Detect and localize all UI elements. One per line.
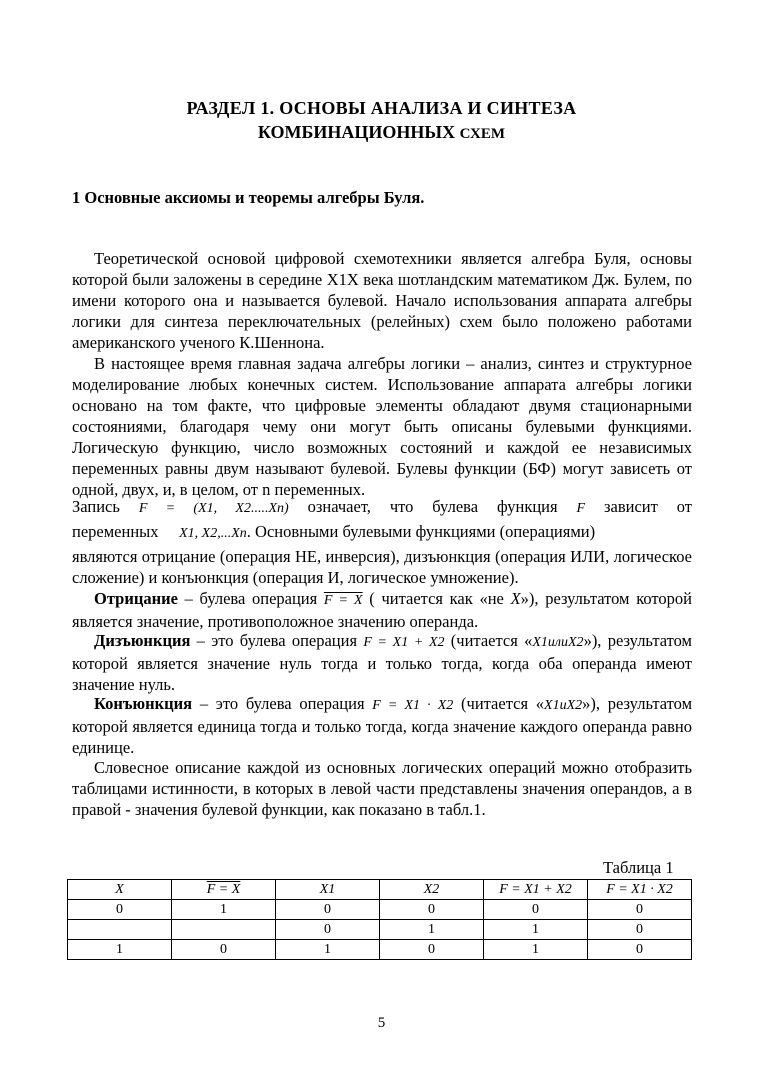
term-disjunction: Дизъюнкция: [94, 631, 191, 650]
paragraph-operations: являются отрицание (операция НЕ, инверсия), дизъюнкция (операция ИЛИ, логическое сложение) и конъюнкция (операция И, логическое умножение).: [72, 547, 692, 587]
formula-variables: X1, X2,...Xn: [179, 526, 247, 541]
table-cell: 1: [68, 940, 172, 960]
header-not-x: F = X: [172, 880, 276, 900]
disjunction-text-c: »),: [583, 631, 602, 650]
table-row: [68, 940, 692, 960]
section-title-line2: [0, 120, 763, 146]
disjunction-text-b: (читается «: [444, 631, 533, 650]
conjunction-text-a: – это булева операция: [192, 694, 373, 713]
table-cell: 0: [588, 920, 692, 940]
table-cell: [68, 920, 172, 940]
section-title-main: КОМБИНАЦИОННЫХ: [257, 122, 456, 142]
table-cell: 1: [172, 900, 276, 920]
text-depends: зависит от: [604, 497, 692, 516]
formula-line-a: [72, 496, 692, 519]
table-cell: 1: [484, 940, 588, 960]
conjunction-text-c: »),: [582, 694, 600, 713]
negation-text-c: »), результатом: [520, 589, 630, 608]
formula-conjunction: F = X1 · X2: [372, 698, 454, 713]
table-cell: 0: [588, 940, 692, 960]
disjunction-reading: X1илиX2: [532, 635, 584, 650]
text-means: означает, что булева функция: [307, 497, 558, 516]
header-x1: X1: [276, 880, 380, 900]
conjunction-rest: результатом которой является единица тогда и только тогда, когда значение каждого операнда равно единице.: [72, 694, 693, 757]
term-negation: Отрицание: [94, 589, 178, 608]
formula-function-args: F = (X1, X2.....Xn): [138, 501, 289, 516]
paragraph-conjunction: [72, 693, 692, 758]
table-cell: 0: [172, 940, 276, 960]
table-row: [68, 900, 692, 920]
paragraph-negation: [72, 588, 692, 632]
negation-text-a: – булева операция: [177, 589, 324, 608]
paragraph-disjunction: [72, 630, 692, 695]
text-variables: переменных: [72, 522, 159, 541]
table-cell: 0: [276, 920, 380, 940]
header-and: F = X1 · X2: [588, 880, 692, 900]
table-header-row: [68, 880, 692, 900]
conjunction-text-b: (читается «: [453, 694, 545, 713]
table-cell: 1: [276, 940, 380, 960]
formula-disjunction: F = X1 + X2: [363, 635, 445, 650]
table-row: [68, 920, 692, 940]
table-cell: 0: [380, 900, 484, 920]
header-or: F = X1 + X2: [484, 880, 588, 900]
table-cell: 0: [68, 900, 172, 920]
disjunction-text-a: – это булева операция: [190, 631, 364, 650]
header-x: X: [68, 880, 172, 900]
negation-var: X: [510, 589, 521, 608]
formula-line-b: [72, 521, 692, 544]
truth-table: [67, 879, 692, 960]
section-title-line1: РАЗДЕЛ 1. ОСНОВЫ АНАЛИЗА И СИНТЕЗА: [186, 98, 577, 118]
formula-f: F: [576, 501, 586, 516]
formula-negation: F = X: [323, 593, 363, 608]
paragraph-main: В настоящее время главная задача алгебры логики – анализ, синтез и структурное моделирование любых конечных систем. Использование аппарата алгебры логики основано на том факте, что цифровые элементы обладают двумя стационарными состояниями, благодаря чему они могут быть описаны булевыми функциями. Логическую функцию, число возможных состояний и каждой ее независимых переменных равны двум называют булевой. Булевы функции (БФ) могут зависеть от одной, двух, и, в целом, от n переменных.: [72, 354, 692, 499]
table-cell: 0: [276, 900, 380, 920]
paragraph-truth-tables: Словесное описание каждой из основных логических операций можно отобразить таблицами истинности, в которых в левой части представлены значения операндов, а в правой - значения булевой функции, как показано в табл.1.: [72, 758, 692, 819]
negation-rest: которой является значение, противоположное значению операнда.: [72, 589, 692, 631]
negation-text-b: ( читается как «не: [362, 589, 511, 608]
section-title-small: СХЕМ: [459, 126, 506, 142]
page-number: 5: [377, 1015, 386, 1031]
term-conjunction: Конъюнкция: [94, 694, 193, 713]
table-cell: 0: [380, 940, 484, 960]
subheading: 1 Основные аксиомы и теоремы алгебры Буля.: [72, 188, 425, 207]
disjunction-rest: результатом которой является значение нуль тогда и только тогда, когда оба операнда имеют значение нуль.: [72, 631, 692, 694]
text-basic-functions: . Основными булевыми функциями (операциями): [246, 522, 596, 541]
table-cell: 1: [484, 920, 588, 940]
table-caption: Таблица 1: [603, 858, 674, 877]
table-cell: 0: [588, 900, 692, 920]
table-cell: 1: [380, 920, 484, 940]
table-cell: [172, 920, 276, 940]
paragraph-intro: Теоретической основой цифровой схемотехники является алгебра Буля, основы которой были заложены в середине X1X века шотландским математиком Дж. Булем, по имени которого она и называется булевой. Начало использования аппарата алгебры логики для синтеза переключательных (релейных) схем было положено работами американского ученого К.Шеннона.: [72, 249, 692, 352]
text-record: Запись: [72, 497, 120, 516]
conjunction-reading: X1иX2: [544, 698, 583, 713]
header-x2: X2: [380, 880, 484, 900]
table-cell: 0: [484, 900, 588, 920]
